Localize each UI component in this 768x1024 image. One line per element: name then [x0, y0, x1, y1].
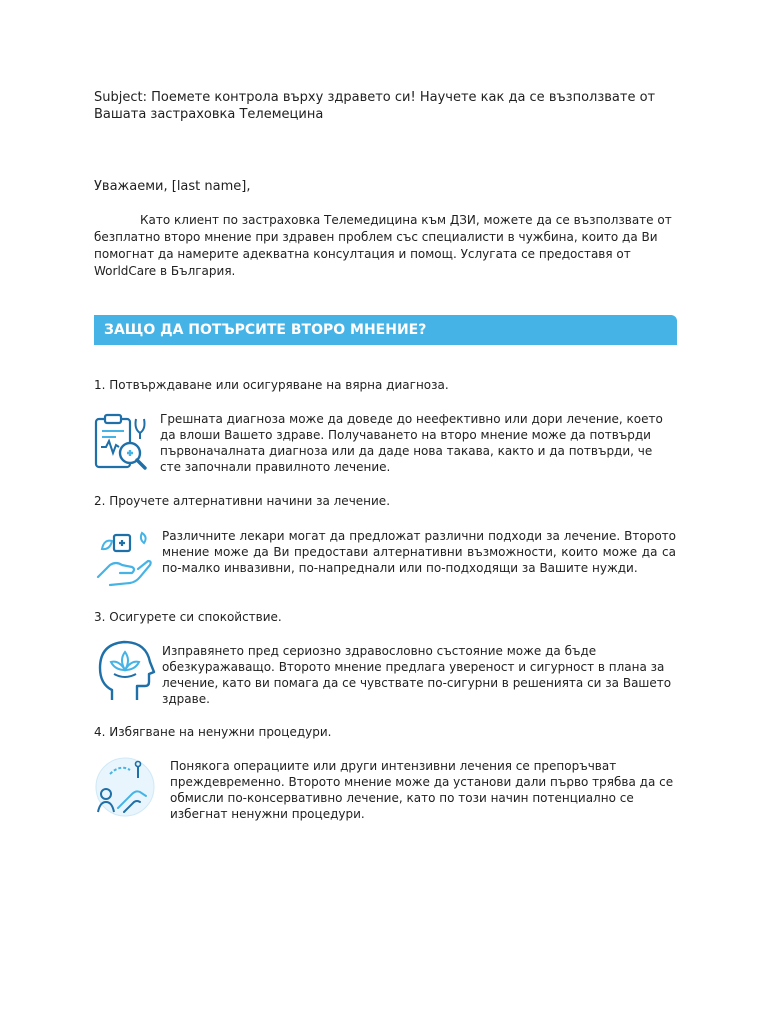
intro-paragraph: Като клиент по застраховка Телемедицина към ДЗИ, можете да се възползвате от безплатно второ мнение при здравен проблем със специалисти в чужбина, които да Ви помогнат да намерите адекватна консултация и помощ. Услугата се предоставя от WorldCare в България. — [94, 213, 672, 278]
point-2-heading: 2. Проучете алтернативни начини за лечение. — [94, 494, 391, 508]
point-1-text: Грешната диагноза може да доведе до неефективно или дори лечение, което да влоши Вашето здраве. Получаването на второ мнение може да потвърди първоначалната диагноза или да даде нова такава, както и да потвърди, че сте започнали правилното лечение. — [160, 412, 663, 474]
email-greeting: Уважаеми, [last name], — [94, 179, 251, 194]
hand-care-icon — [92, 527, 154, 591]
surgery-icon — [94, 756, 156, 818]
section-banner: ЗАЩО ДА ПОТЪРСИТЕ ВТОРО МНЕНИЕ? — [94, 315, 677, 345]
point-3-heading: 3. Осигурете си спокойствие. — [94, 610, 282, 624]
point-1-heading: 1. Потвърждаване или осигуряване на вярна диагноза. — [94, 378, 449, 392]
mind-lotus-icon — [94, 638, 156, 702]
point-4-text: Понякога операциите или други интензивни лечения се препоръчват преждевременно. Второто мнение може да установи дали първо трябва да се обмисли по-консервативно лечение, като по този начин потенциално се избегнат ненужни процедури. — [170, 759, 674, 821]
point-3-text: Изправянето пред сериозно здравословно състояние може да бъде обезкуражаващо. Второто мнение предлага увереност и сигурност в плана за лечение, като ви помага да се чувствате по-сигурни в решенията си за Вашето здраве. — [162, 644, 672, 706]
point-2-text: Различните лекари могат да предложат различни подходи за лечение. Второто мнение може да Ви предостави алтернативни възможности, които може да са по-малко инвазивни, по-напреднали или по-подходящи за Вашите нужди. — [162, 529, 676, 575]
point-4-heading: 4. Избягване на ненужни процедури. — [94, 725, 332, 739]
email-subject: Subject: Поемете контрола върху здравето си! Научете как да се възползвате от Вашата застраховка Телемецина — [94, 90, 656, 122]
clipboard-stethoscope-icon — [92, 413, 154, 473]
